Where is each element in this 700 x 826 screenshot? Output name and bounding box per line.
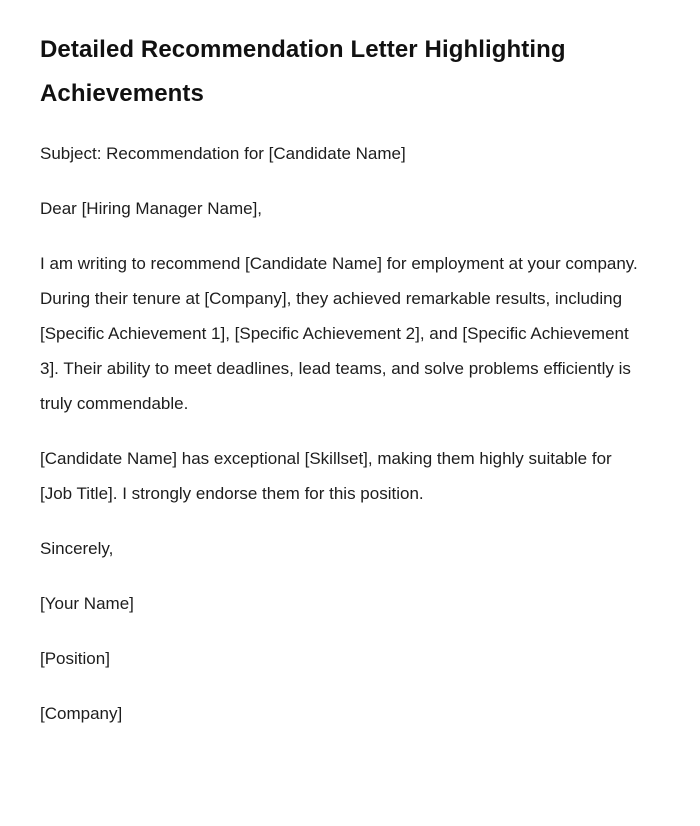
- signature-name: [Your Name]: [40, 594, 134, 613]
- signature-company: [Company]: [40, 704, 123, 723]
- body-paragraph-1: I am writing to recommend [Candidate Name] for employment at your company. During their tenure at [Company], they achieved remarkable results, including [Specific Achievement 1], [Specific Achievement 2], and [Specific Achievement 3]. Their ability to meet deadlines, lead teams, and solve problems efficiently is truly commendable.: [40, 254, 638, 413]
- salutation: Dear [Hiring Manager Name],: [40, 199, 263, 218]
- page-title: Detailed Recommendation Letter Highlighting Achievements: [40, 36, 566, 107]
- body-paragraph-2: [Candidate Name] has exceptional [Skillset], making them highly suitable for [Job Title]. I strongly endorse them for this position.: [40, 449, 612, 503]
- subject-line: Subject: Recommendation for [Candidate Name]: [40, 144, 406, 163]
- signature-position: [Position]: [40, 649, 110, 668]
- closing: Sincerely,: [40, 539, 114, 558]
